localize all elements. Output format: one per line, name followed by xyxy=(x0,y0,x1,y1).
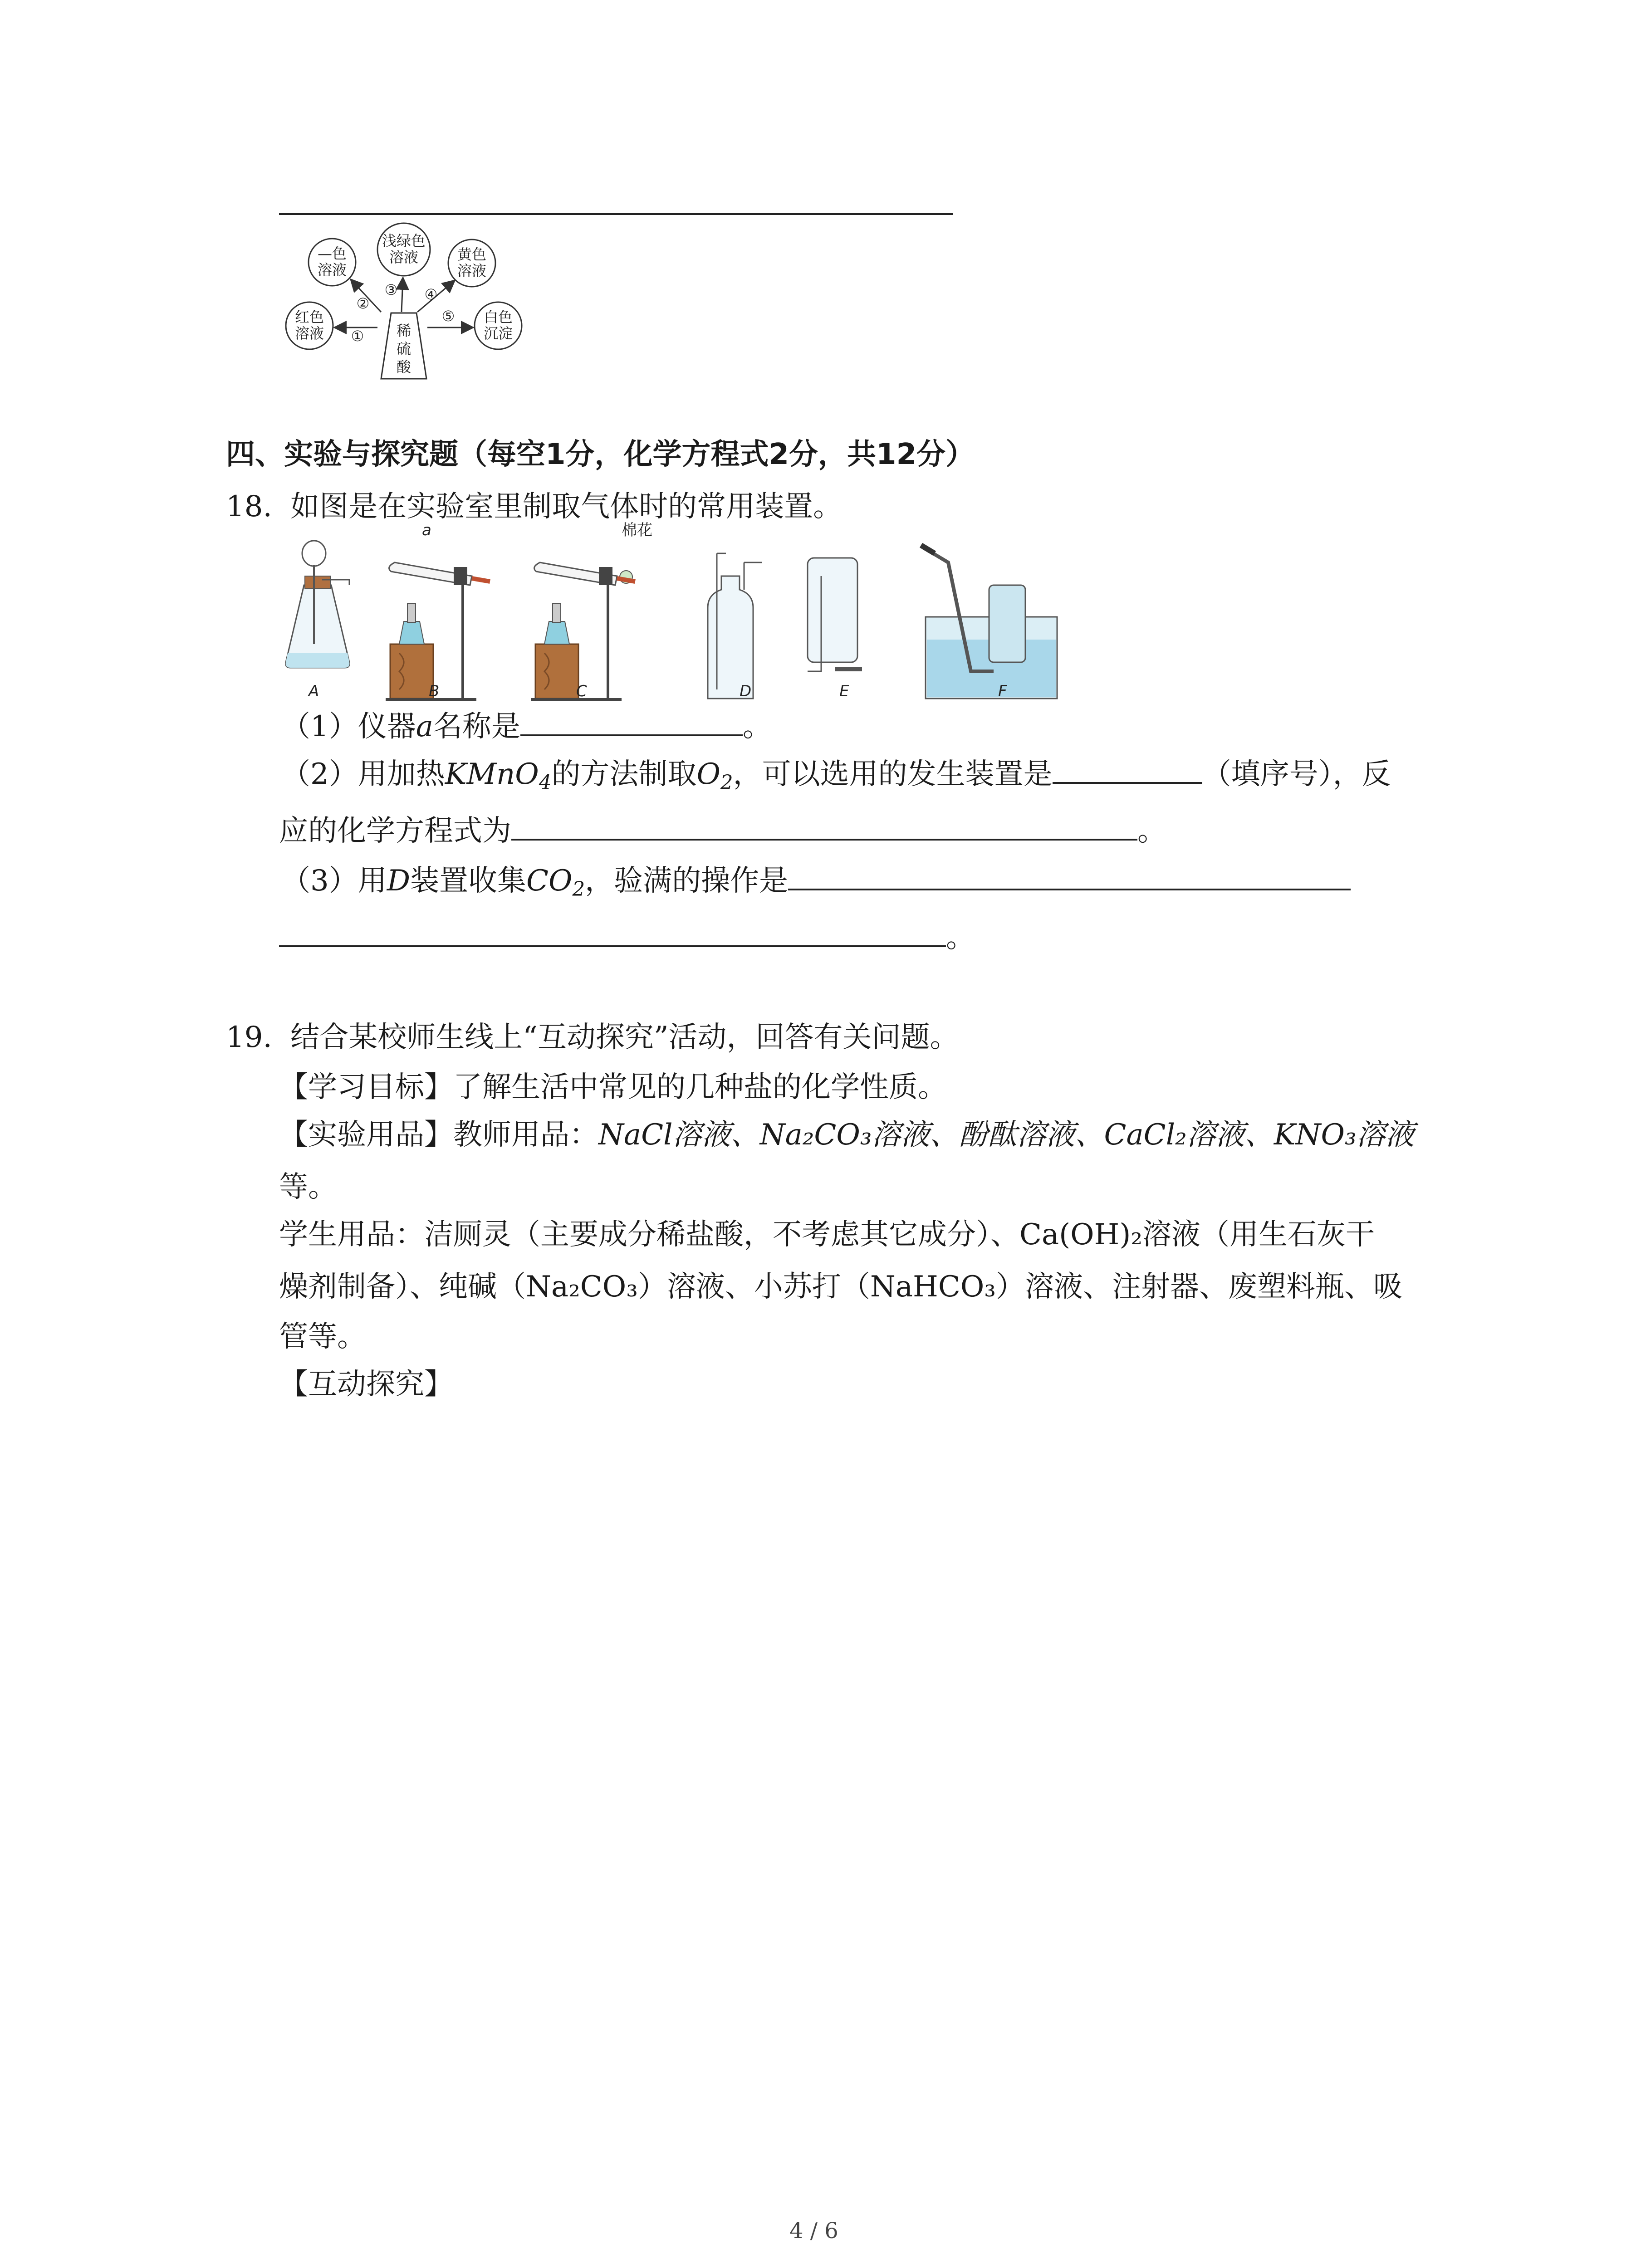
q19-stem: 19. 结合某校师生线上“互动探究”活动，回答有关问题。 xyxy=(226,1021,959,1054)
apparatus-c xyxy=(531,562,635,699)
q18-part3-line2: 。 xyxy=(279,921,975,952)
answer-blank-4[interactable] xyxy=(788,864,1351,890)
q19-number: 19. xyxy=(226,1021,272,1054)
apparatus-a xyxy=(286,541,350,668)
q18-number: 18. xyxy=(226,490,272,523)
answer-blank-1[interactable] xyxy=(520,710,743,736)
svg-text:硫: 硫 xyxy=(396,340,411,357)
q19-interactive-heading: 【互动探究】 xyxy=(279,1368,453,1401)
label-cotton: 棉花 xyxy=(622,522,652,539)
q18-part2: （2）用加热KMnO$_4$的方法制取$O_2$，可以选用的发生装置是 （填序号），反 xyxy=(281,758,1391,795)
reaction-diagram xyxy=(272,222,544,386)
svg-text:溶液: 溶液 xyxy=(389,249,419,266)
label-E: E xyxy=(839,682,849,700)
q19-student-line2: 燥剂制备）、纯碱（Na₂CO₃）溶液、小苏打（NaHCO₃）溶液、注射器、废塑料瓶、吸 xyxy=(279,1270,1402,1304)
svg-text:沉淀: 沉淀 xyxy=(483,325,513,342)
apparatus-b xyxy=(386,562,490,699)
q18-part2-line2: 应的化学方程式为 。 xyxy=(279,814,1166,848)
svg-text:④: ④ xyxy=(424,286,438,303)
svg-text:①: ① xyxy=(351,327,364,345)
svg-text:稀: 稀 xyxy=(396,322,411,339)
svg-text:黄色: 黄色 xyxy=(457,246,487,263)
q18-stem-text: 如图是在实验室里制取气体时的常用装置。 xyxy=(290,490,843,523)
page-number: 4 / 6 xyxy=(789,2218,838,2244)
apparatus-d xyxy=(708,553,762,699)
svg-text:浅绿色: 浅绿色 xyxy=(382,232,426,249)
label-D: D xyxy=(740,682,752,700)
answer-blank-5[interactable] xyxy=(279,921,946,947)
label-C: C xyxy=(576,682,587,700)
svg-text:⑤: ⑤ xyxy=(441,308,455,325)
apparatus-e xyxy=(808,558,862,671)
q19-materials-end: 等。 xyxy=(279,1170,337,1204)
answer-blank-2[interactable] xyxy=(1053,758,1202,784)
q19-goal: 【学习目标】了解生活中常见的几种盐的化学性质。 xyxy=(279,1070,947,1104)
label-B: B xyxy=(429,682,440,700)
q18-stem xyxy=(226,492,842,521)
label-F: F xyxy=(998,682,1007,700)
section-heading: 四、实验与探究题（每空1分，化学方程式2分，共12分） xyxy=(226,438,975,471)
answer-line-prev[interactable] xyxy=(279,213,953,215)
apparatus-figure xyxy=(272,522,1089,703)
q19-materials: 【实验用品】教师用品：NaCl溶液、Na₂CO₃溶液、酚酞溶液、CaCl₂溶液、KNO₃溶液 xyxy=(279,1118,1415,1152)
svg-text:②: ② xyxy=(356,295,370,312)
svg-text:溶液: 溶液 xyxy=(457,262,487,279)
svg-text:红色: 红色 xyxy=(294,308,324,326)
q18-part1: （1）仪器a名称是 。 xyxy=(281,710,772,743)
svg-text:溶液: 溶液 xyxy=(294,325,324,342)
svg-text:白色: 白色 xyxy=(483,308,513,326)
q18-part3: （3）用D装置收集$CO_2$，验满的操作是 xyxy=(281,864,1351,895)
svg-text:③: ③ xyxy=(384,281,398,298)
q19-student-line3: 管等。 xyxy=(279,1320,366,1354)
svg-text:酸: 酸 xyxy=(396,358,411,376)
answer-blank-3[interactable] xyxy=(511,814,1137,841)
apparatus-f xyxy=(921,545,1057,699)
svg-text:—色: —色 xyxy=(317,245,347,262)
label-a-instrument: a xyxy=(422,522,431,539)
svg-text:溶液: 溶液 xyxy=(317,261,347,279)
label-A: A xyxy=(309,682,319,700)
q19-student-line1: 学生用品：洁厕灵（主要成分稀盐酸，不考虑其它成分）、Ca(OH)₂溶液（用生石灰干 xyxy=(279,1218,1375,1251)
